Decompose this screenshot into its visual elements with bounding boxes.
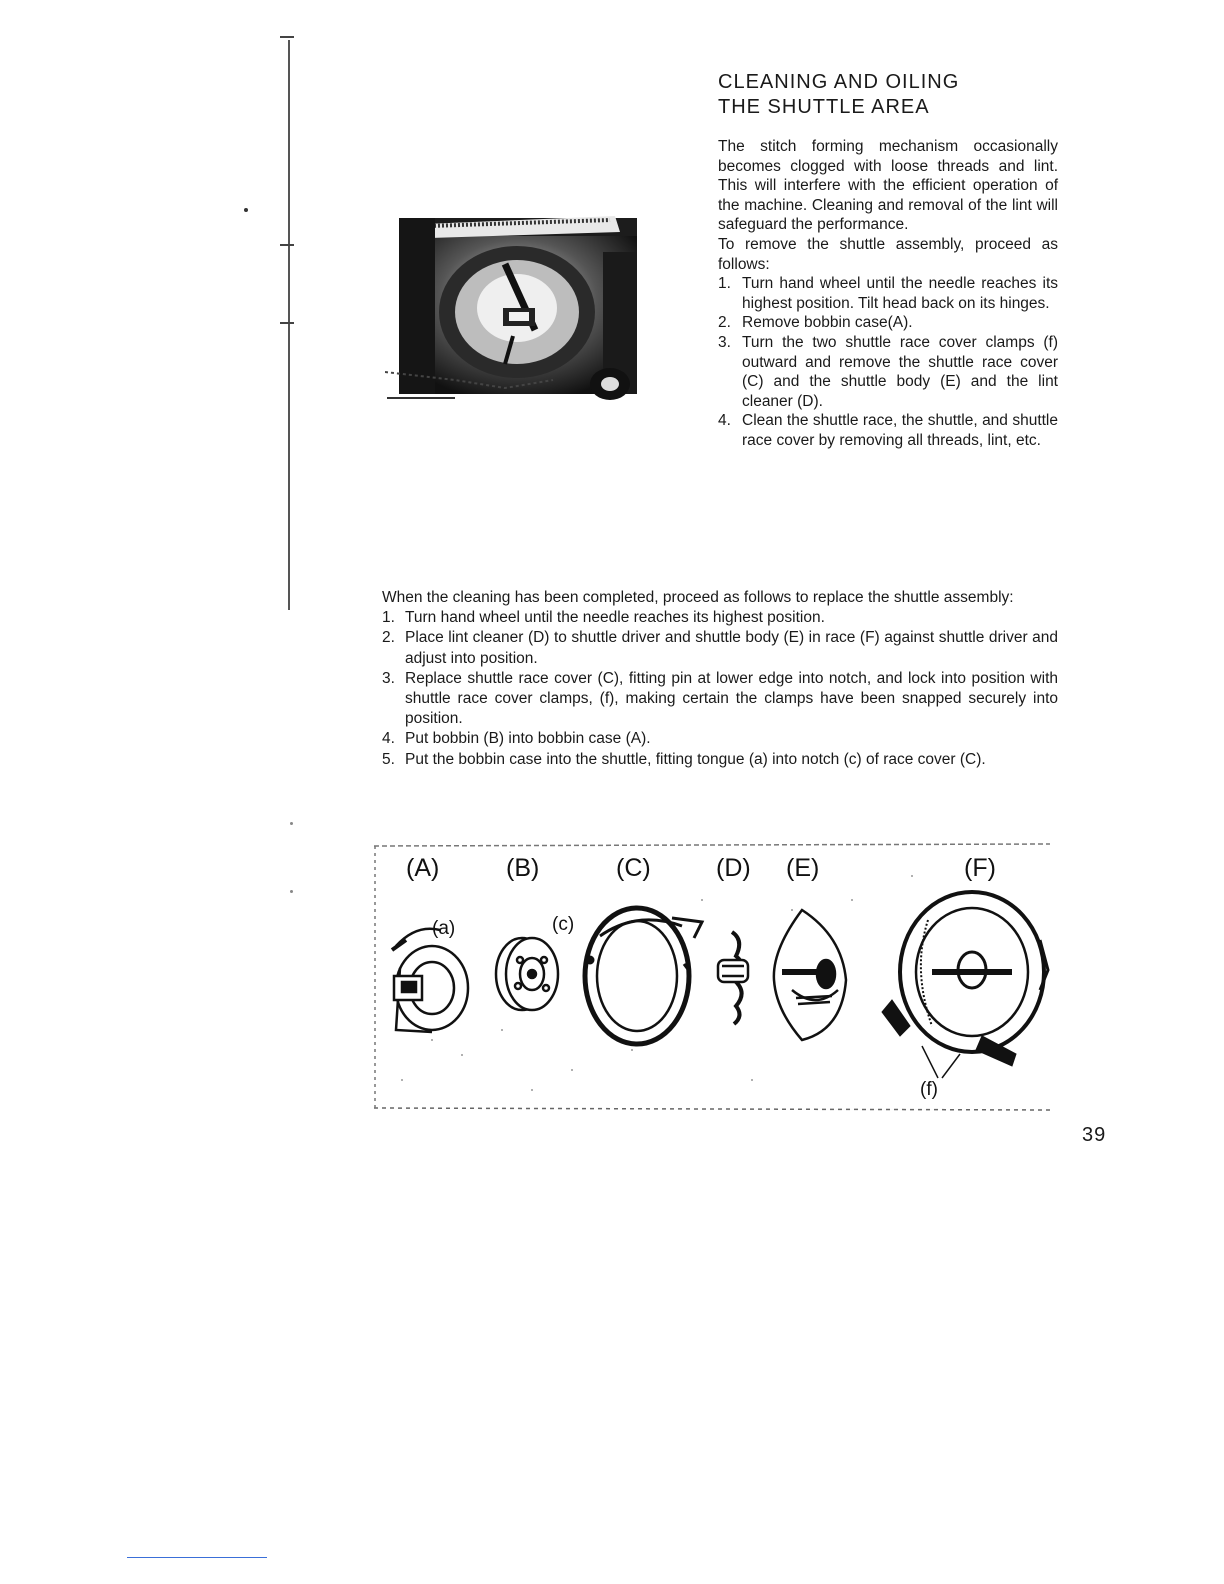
step-text: Remove bobbin case(A). (742, 314, 913, 332)
step-number: 4. (382, 730, 395, 748)
step-number: 2. (718, 314, 731, 332)
step-number: 3. (718, 333, 731, 351)
replacement-steps-list (382, 608, 1058, 770)
step-text: Turn hand wheel until the needle reaches its highest position. Tilt head back on its hinges. (742, 275, 1058, 312)
list-item (718, 313, 1058, 333)
list-item (718, 274, 1058, 313)
scan-speck (290, 890, 293, 893)
list-item (382, 750, 1058, 770)
step-text: Turn the two shuttle race cover clamps (f) outward and remove the shuttle race cover (C) and the shuttle body (E) and the lint cleaner (D). (742, 333, 1058, 410)
part-label-c-lower: (c) (552, 914, 575, 935)
part-label-d-upper: (D) (716, 854, 751, 882)
list-item (718, 411, 1058, 450)
list-item (382, 669, 1058, 730)
step-text: Turn hand wheel until the needle reaches its highest position. (405, 609, 825, 627)
step-number: 2. (382, 629, 395, 647)
footer-rule (127, 1557, 267, 1558)
intro-paragraph: The stitch forming mechanism occasionally becomes clogged with loose threads and lint. This will interfere with the efficient operation of the machine. Cleaning and removal of the lint will safeguard the performance. (718, 138, 1058, 234)
list-item (382, 608, 1058, 628)
replacement-section (382, 588, 1058, 770)
scan-speck (244, 208, 248, 212)
intro-section (718, 137, 1058, 451)
binding-mark (280, 244, 294, 246)
part-label-a-upper: (A) (406, 854, 440, 882)
part-label-f-upper: (F) (964, 854, 996, 882)
step-number: 4. (718, 412, 731, 430)
binding-mark (280, 322, 294, 324)
scan-speck (290, 822, 293, 825)
bobbin-drawing (496, 938, 558, 1010)
part-label-f-lower: (f) (920, 1079, 938, 1100)
title-line-1: CLEANING AND OILING (718, 71, 960, 93)
part-label-c-upper: (C) (616, 854, 651, 882)
title-line-2: THE SHUTTLE AREA (718, 96, 930, 118)
binding-mark (280, 36, 294, 38)
step-text: Put the bobbin case into the shuttle, fitting tongue (a) into notch (c) of race cover (C). (405, 750, 986, 768)
page-number: 39 (1082, 1124, 1107, 1146)
part-label-b-upper: (B) (506, 854, 540, 882)
list-item (382, 729, 1058, 749)
step-text: Place lint cleaner (D) to shuttle driver and shuttle body (E) in race (F) against shuttle driver and adjust into position. (405, 629, 1058, 667)
step-number: 1. (718, 275, 731, 293)
step-number: 5. (382, 750, 395, 768)
removal-steps-list (718, 274, 1058, 450)
step-number: 3. (382, 669, 395, 687)
page-title (718, 70, 959, 120)
part-label-a-lower: (a) (432, 918, 456, 939)
intro-procedure-lead: To remove the shuttle assembly, proceed as follows: (718, 235, 1058, 273)
step-text: Put bobbin (B) into bobbin case (A). (405, 730, 651, 748)
list-item (718, 333, 1058, 411)
binding-edge-line (288, 40, 290, 610)
replacement-intro: When the cleaning has been completed, proceed as follows to replace the shuttle assembly: (382, 589, 1014, 606)
step-text: Clean the shuttle race, the shuttle, and shuttle race cover by removing all threads, lint, etc. (742, 412, 1058, 449)
part-label-e-upper: (E) (786, 854, 820, 882)
list-item (382, 628, 1058, 668)
shuttle-area-photo (385, 212, 650, 402)
step-number: 1. (382, 609, 395, 627)
shuttle-parts-illustration (372, 840, 1054, 1112)
step-text: Replace shuttle race cover (C), fitting pin at lower edge into notch, and lock into position with shuttle race cover clamps, (f), making certain the clamps have been snapped securely into position. (405, 669, 1058, 728)
